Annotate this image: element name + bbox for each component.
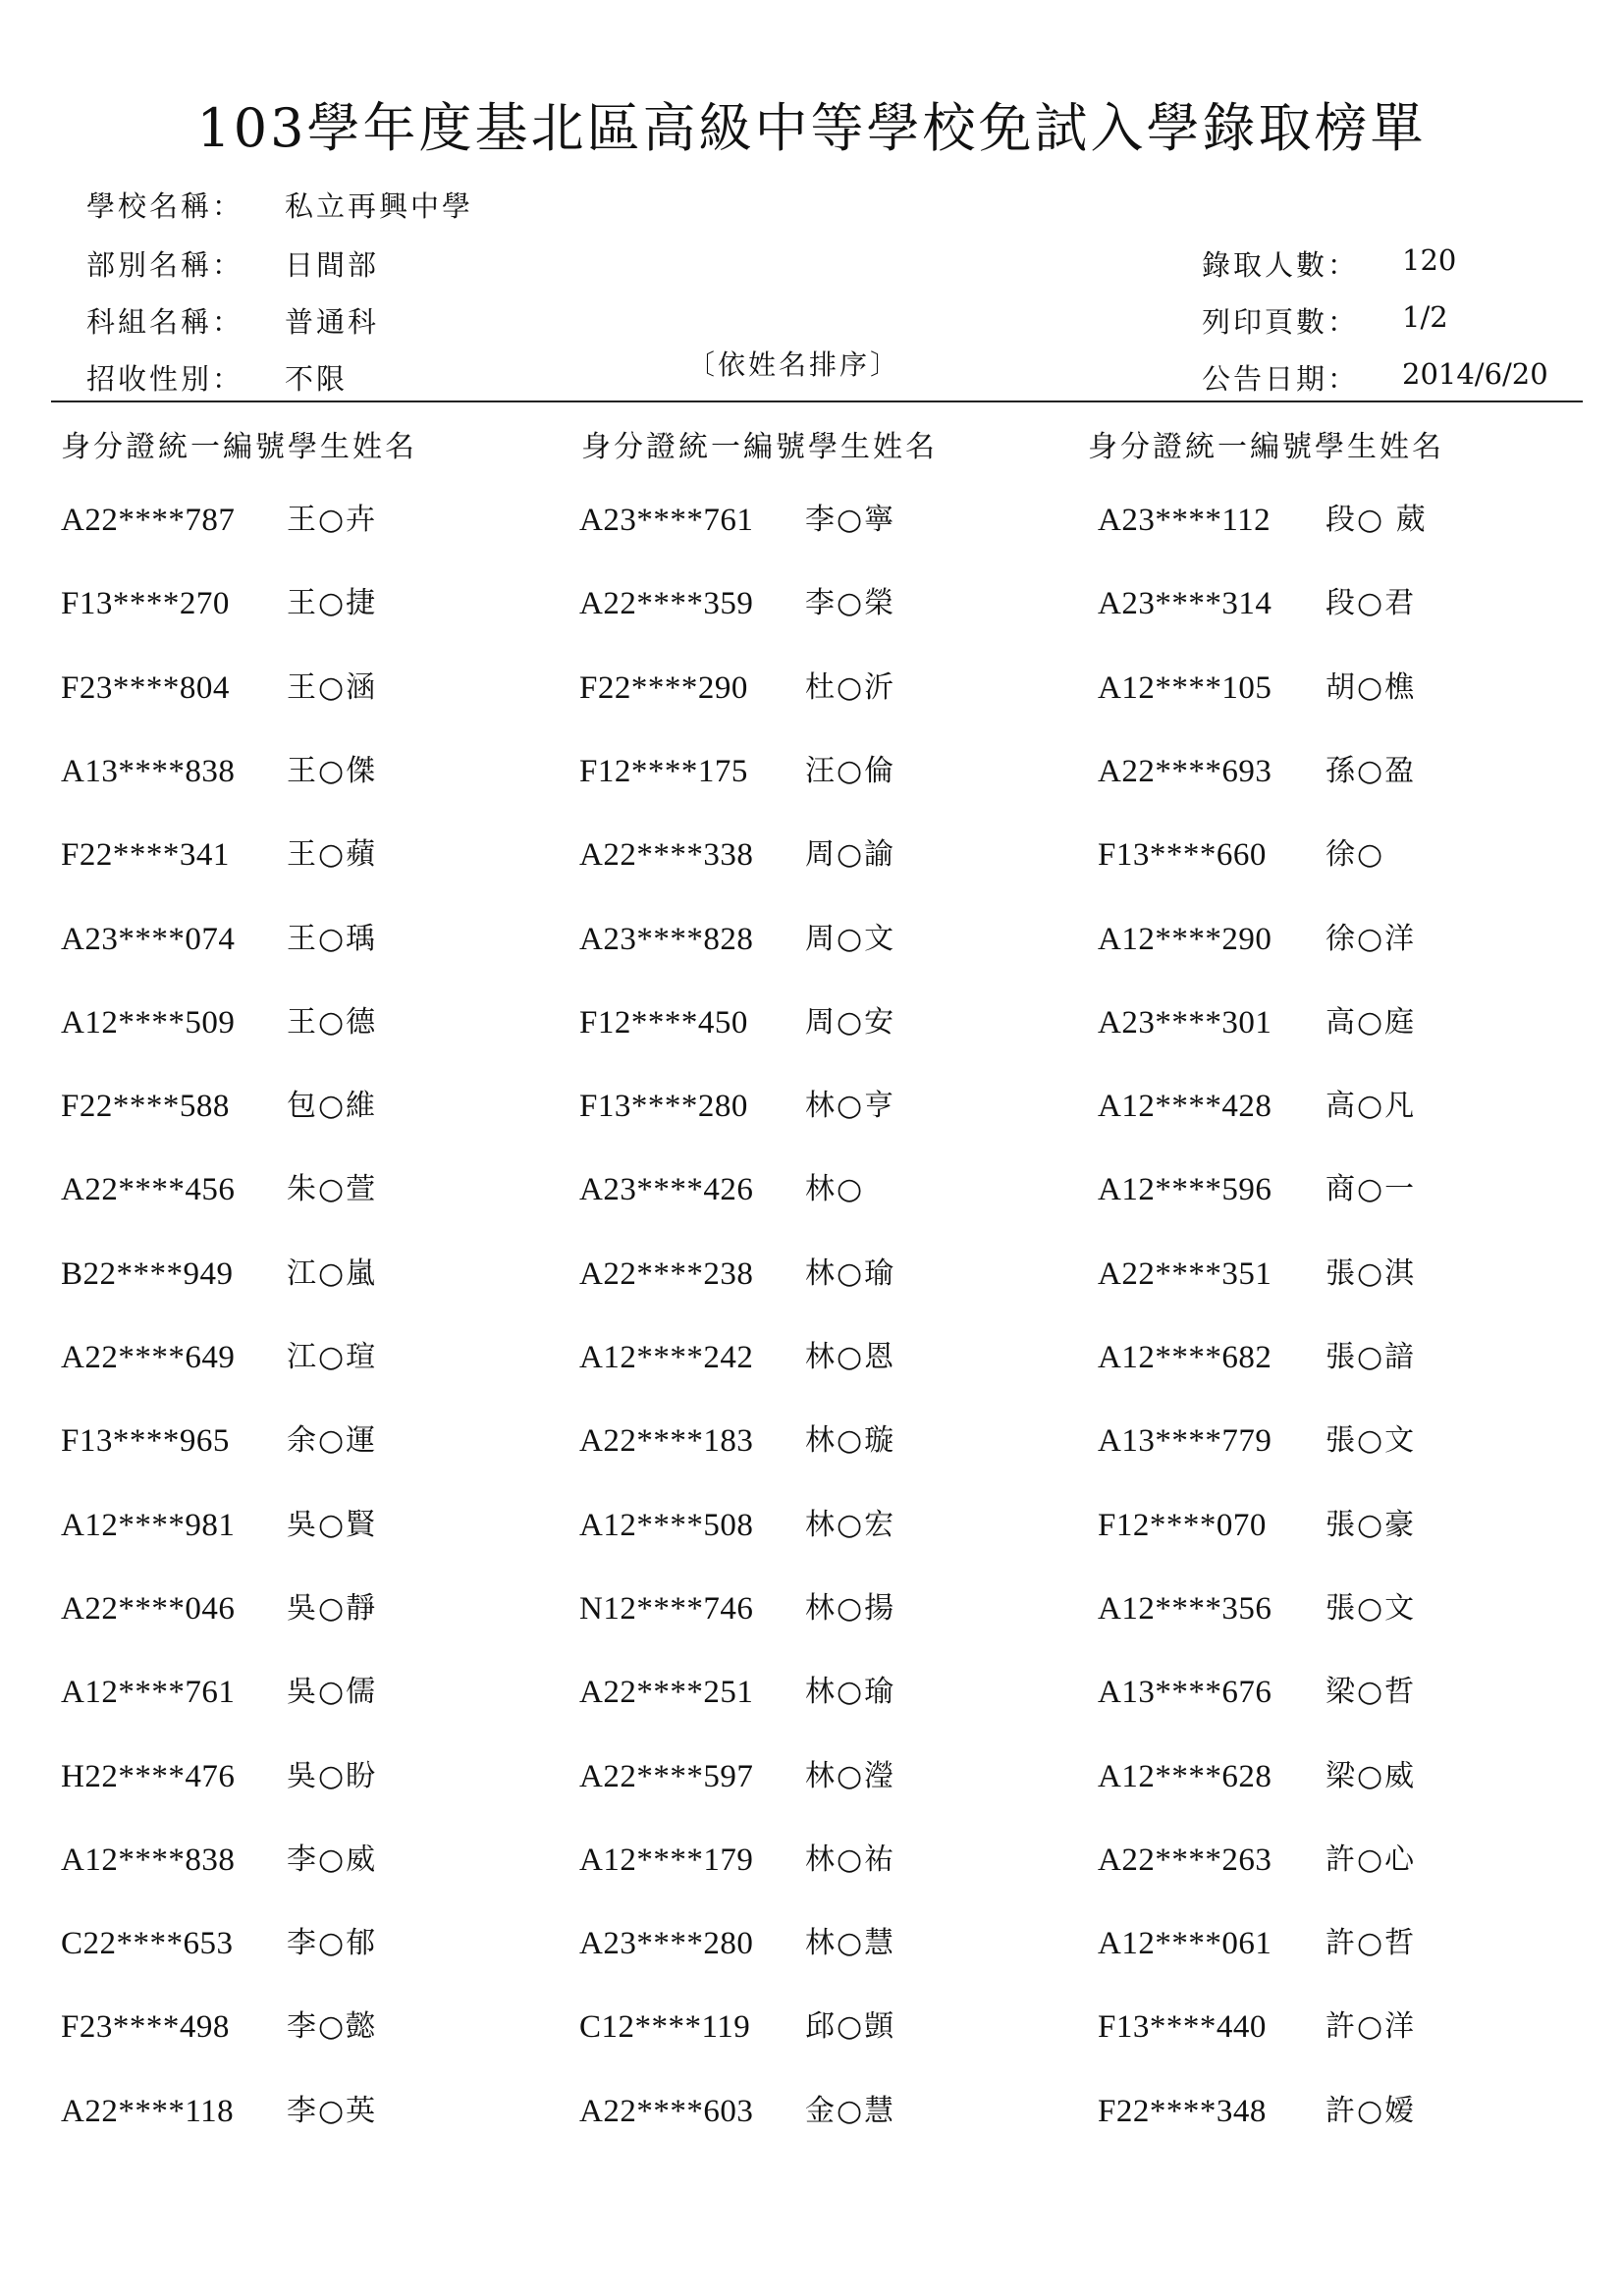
student-id: F12****175: [579, 754, 748, 789]
student-name: 許○洋: [1325, 2009, 1417, 2044]
student-name: 李○寧: [805, 503, 896, 537]
student-id: C22****653: [61, 1926, 234, 1961]
student-id: F22****290: [579, 670, 748, 706]
student-name: 邱○顗: [805, 2009, 896, 2044]
student-id: A12****428: [1098, 1089, 1272, 1124]
student-name: 張○諳: [1325, 1340, 1417, 1374]
student-id: A22****693: [1098, 754, 1272, 789]
student-name: 林○璇: [805, 1423, 896, 1458]
student-id: A22****456: [61, 1172, 236, 1207]
student-id: F13****965: [61, 1423, 230, 1459]
announce-date-value: 2014/6/20: [1402, 357, 1548, 391]
student-id: A12****838: [61, 1842, 236, 1878]
column-header-3: 身分證統一編號學生姓名: [1088, 430, 1444, 464]
student-name: 張○文: [1325, 1591, 1417, 1626]
student-id: A12****981: [61, 1508, 236, 1543]
admitted-count-value: 120: [1402, 243, 1457, 277]
student-name: 杜○沂: [805, 670, 896, 705]
student-id: A22****597: [579, 1759, 754, 1794]
student-id: F22****588: [61, 1089, 230, 1124]
student-name: 王○蘋: [287, 837, 378, 872]
student-id: A12****242: [579, 1340, 754, 1375]
student-id: A12****509: [61, 1005, 236, 1041]
student-name: 許○哲: [1325, 1926, 1417, 1960]
student-name: 許○嫒: [1325, 2094, 1417, 2128]
student-name: 胡○樵: [1325, 670, 1417, 705]
student-name: 李○英: [287, 2094, 378, 2128]
student-id: F12****450: [579, 1005, 748, 1041]
student-name: 林○恩: [805, 1340, 896, 1374]
student-id: A23****426: [579, 1172, 754, 1207]
student-id: F13****280: [579, 1089, 748, 1124]
program-name-value: 普通科: [285, 305, 380, 339]
student-id: F13****270: [61, 586, 230, 621]
student-name: 商○一: [1325, 1172, 1417, 1206]
student-id: A23****301: [1098, 1005, 1272, 1041]
student-name: 江○瑄: [287, 1340, 378, 1374]
student-name: 孫○盈: [1325, 754, 1417, 788]
student-id: F23****804: [61, 670, 230, 706]
student-id: A22****338: [579, 837, 754, 873]
student-id: A23****828: [579, 922, 754, 957]
student-name: 林○宏: [805, 1508, 896, 1542]
student-id: A12****761: [61, 1675, 236, 1710]
student-id: A12****682: [1098, 1340, 1272, 1375]
page-count-value: 1/2: [1402, 300, 1448, 334]
student-id: F12****070: [1098, 1508, 1267, 1543]
student-name: 段○君: [1325, 586, 1417, 620]
document-title: 103學年度基北區高級中等學校免試入學錄取榜單: [196, 97, 1427, 159]
column-header-2: 身分證統一編號學生姓名: [581, 430, 938, 464]
gender-value: 不限: [285, 362, 349, 396]
student-id: A12****179: [579, 1842, 754, 1878]
student-id: A22****118: [61, 2094, 235, 2129]
student-name: 周○諭: [805, 837, 896, 872]
student-name: 林○瑜: [805, 1256, 896, 1291]
student-name: 朱○萱: [287, 1172, 378, 1206]
student-id: A23****761: [579, 503, 754, 538]
student-name: 林○瑜: [805, 1675, 896, 1709]
student-id: A12****290: [1098, 922, 1272, 957]
student-id: A22****183: [579, 1423, 754, 1459]
student-id: F22****341: [61, 837, 230, 873]
student-name: 林○揚: [805, 1591, 896, 1626]
student-id: A12****596: [1098, 1172, 1272, 1207]
student-name: 李○威: [287, 1842, 378, 1877]
student-name: 梁○哲: [1325, 1675, 1417, 1709]
student-name: 包○維: [287, 1089, 378, 1123]
student-id: N12****746: [579, 1591, 754, 1627]
student-id: A12****061: [1098, 1926, 1272, 1961]
student-id: A13****779: [1098, 1423, 1272, 1459]
student-id: A12****628: [1098, 1759, 1272, 1794]
student-name: 金○慧: [805, 2094, 896, 2128]
student-id: A23****280: [579, 1926, 754, 1961]
student-name: 徐○洋: [1325, 922, 1417, 956]
student-name: 張○淇: [1325, 1256, 1417, 1291]
page-count-label: 列印頁數：: [1202, 305, 1360, 339]
student-name: 段○ 葳: [1325, 503, 1428, 537]
student-name: 徐○: [1325, 837, 1385, 872]
student-name: 王○瑀: [287, 922, 378, 956]
student-id: A22****787: [61, 503, 236, 538]
student-id: F23****498: [61, 2009, 230, 2045]
student-name: 余○運: [287, 1423, 378, 1458]
student-id: A23****314: [1098, 586, 1272, 621]
student-name: 許○心: [1325, 1842, 1417, 1877]
student-name: 汪○倫: [805, 754, 896, 788]
student-id: H22****476: [61, 1759, 236, 1794]
student-name: 李○郁: [287, 1926, 378, 1960]
student-name: 張○豪: [1325, 1508, 1417, 1542]
division-name-value: 日間部: [285, 248, 380, 282]
student-id: A22****263: [1098, 1842, 1272, 1878]
student-name: 高○凡: [1325, 1089, 1417, 1123]
student-name: 江○嵐: [287, 1256, 378, 1291]
column-header-1: 身分證統一編號學生姓名: [61, 430, 417, 464]
school-name-value: 私立再興中學: [285, 189, 474, 223]
announce-date-label: 公告日期：: [1202, 362, 1360, 396]
student-id: F13****660: [1098, 837, 1267, 873]
student-id: A22****046: [61, 1591, 236, 1627]
student-id: A22****603: [579, 2094, 754, 2129]
student-id: A23****112: [1098, 503, 1271, 538]
student-name: 高○庭: [1325, 1005, 1417, 1040]
student-id: A22****251: [579, 1675, 754, 1710]
student-id: B22****949: [61, 1256, 234, 1292]
student-name: 林○: [805, 1172, 865, 1206]
student-name: 林○祐: [805, 1842, 896, 1877]
student-name: 王○捷: [287, 586, 378, 620]
student-id: A13****838: [61, 754, 236, 789]
student-name: 周○文: [805, 922, 896, 956]
student-id: A12****356: [1098, 1591, 1272, 1627]
student-name: 吳○儒: [287, 1675, 378, 1709]
program-name-label: 科組名稱：: [86, 305, 244, 339]
student-id: A22****351: [1098, 1256, 1272, 1292]
student-id: A12****105: [1098, 670, 1272, 706]
student-id: A13****676: [1098, 1675, 1272, 1710]
student-id: A12****508: [579, 1508, 754, 1543]
student-name: 梁○威: [1325, 1759, 1417, 1793]
student-name: 王○傑: [287, 754, 378, 788]
student-id: A23****074: [61, 922, 236, 957]
student-id: C12****119: [579, 2009, 751, 2045]
student-name: 吳○靜: [287, 1591, 378, 1626]
student-id: F22****348: [1098, 2094, 1267, 2129]
student-name: 李○榮: [805, 586, 896, 620]
admitted-count-label: 錄取人數：: [1202, 248, 1360, 282]
student-name: 林○瀅: [805, 1759, 896, 1793]
student-name: 王○涵: [287, 670, 378, 705]
division-name-label: 部別名稱：: [86, 248, 244, 282]
student-name: 李○懿: [287, 2009, 378, 2044]
student-name: 張○文: [1325, 1423, 1417, 1458]
student-id: A22****238: [579, 1256, 754, 1292]
student-name: 吳○賢: [287, 1508, 378, 1542]
student-name: 林○慧: [805, 1926, 896, 1960]
student-name: 林○亨: [805, 1089, 896, 1123]
student-name: 周○安: [805, 1005, 896, 1040]
sort-note: 〔依姓名排序〕: [687, 348, 901, 381]
school-name-label: 學校名稱：: [86, 189, 244, 223]
student-name: 王○卉: [287, 503, 378, 537]
gender-label: 招收性別：: [86, 362, 244, 396]
student-id: F13****440: [1098, 2009, 1267, 2045]
student-name: 吳○盼: [287, 1759, 378, 1793]
student-id: A22****649: [61, 1340, 236, 1375]
student-name: 王○德: [287, 1005, 378, 1040]
student-id: A22****359: [579, 586, 754, 621]
